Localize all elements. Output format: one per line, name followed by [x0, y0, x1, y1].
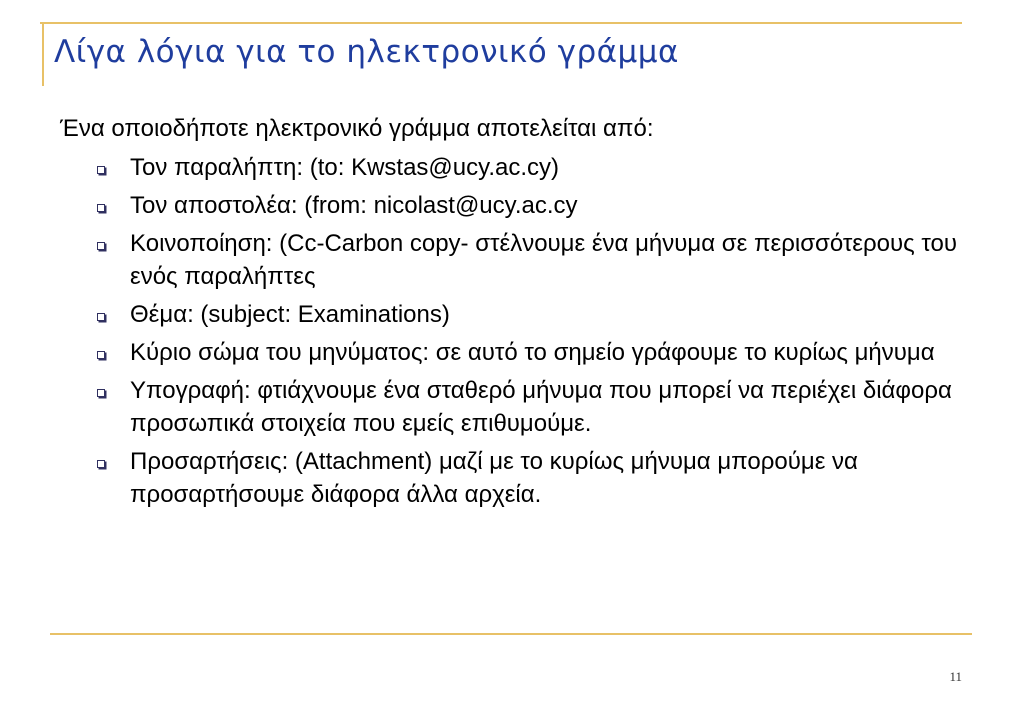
- bullet-item-body: [60, 336, 980, 369]
- bottom-divider: [50, 633, 972, 635]
- square-bullet-icon: [97, 460, 105, 468]
- square-bullet-icon: [97, 389, 105, 397]
- bullet-text: Προσαρτήσεις: (Attachment) μαζί με το κυρίως μήνυμα μπορούμε να προσαρτήσουμε διάφορα άλλα αρχεία.: [130, 448, 858, 508]
- bullet-list: [60, 151, 980, 511]
- bullet-item-attachments: [60, 445, 980, 511]
- top-divider: [40, 22, 962, 24]
- bullet-text: Κοινοποίηση: (Cc-Carbon copy- στέλνουμε ένα μήνυμα σε περισσότερους του ενός παραλήπτες: [130, 230, 957, 290]
- bullet-item-cc: [60, 227, 980, 293]
- intro-text: Ένα οποιοδήποτε ηλεκτρονικό γράμμα αποτελείται από:: [60, 115, 654, 142]
- bullet-item-subject: [60, 298, 980, 331]
- bullet-item-signature: [60, 374, 980, 440]
- bullet-text: Θέμα: (subject: Examinations): [130, 301, 450, 328]
- bullet-text: Κύριο σώμα του μηνύματος: σε αυτό το σημείο γράφουμε το κυρίως μήνυμα: [130, 339, 935, 366]
- page-number: 11: [949, 669, 962, 684]
- square-bullet-icon: [97, 313, 105, 321]
- slide-body: [60, 112, 980, 516]
- square-bullet-icon: [97, 351, 105, 359]
- bullet-text: Υπογραφή: φτιάχνουμε ένα σταθερό μήνυμα που μπορεί να περιέχει διάφορα προσωπικά στοιχεία που εμείς επιθυμούμε.: [130, 377, 952, 437]
- bullet-text: Τον παραλήπτη: (to: Kwstas@ucy.ac.cy): [130, 154, 560, 181]
- bullet-item-sender: [60, 189, 980, 222]
- slide-title: Λίγα λόγια για το ηλεκτρονικό γράμμα: [54, 34, 679, 70]
- square-bullet-icon: [97, 242, 105, 250]
- bullet-text: Τον αποστολέα: (from: nicolast@ucy.ac.cy: [130, 192, 578, 219]
- square-bullet-icon: [97, 204, 105, 212]
- bullet-item-recipient: [60, 151, 980, 184]
- square-bullet-icon: [97, 166, 105, 174]
- title-accent-bar: [42, 22, 44, 86]
